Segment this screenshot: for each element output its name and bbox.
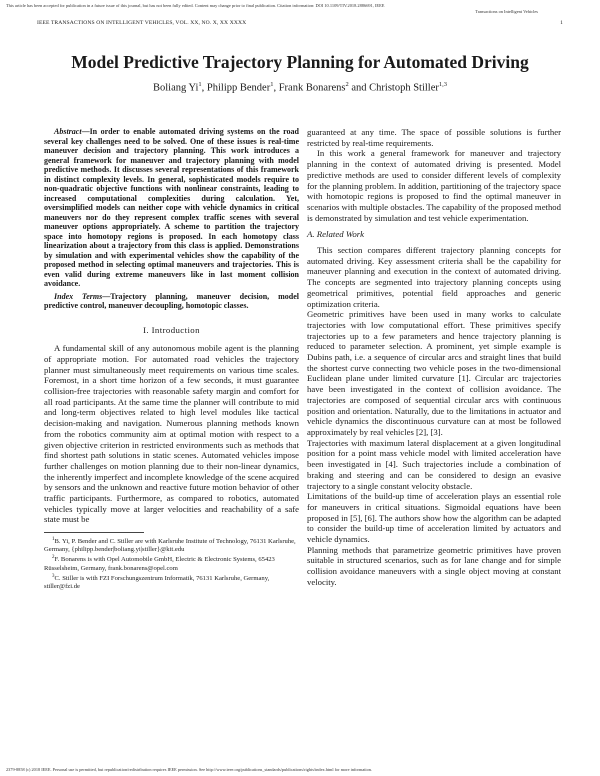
body-paragraph: Limitations of the build-up time of acceleration plays an essential role for maneuvers in critical situations. Sigmoidal equations have been proposed in [5], [6]. The authors show how the algorithm can be adapted to consider the build-up time of acceleration limited by actuators and vehicle dynamics. (307, 491, 561, 545)
abstract (44, 127, 299, 289)
body-paragraph: Geometric primitives have been used in many works to calculate trajectories with low computational effort. These primitives specify trajectories up to a few parameters and hence trajectory planning is reduced to parameter selection. A prominent, yet simple example is Dubins path, i.e. a sequence of circular arcs and straight lines that build the shortest curve connecting two vehicle poses in the two-dimensional Euclidean plane under limited curvature [1]. Circular arc trajectories have been investigated in the context of collision avoidance. The trajectories are composed of sequential circular arcs with continuous position and orientation. Naturally, due to the limitations in actuator and vehicle dynamics the discontinuous curvature can at most be followed approximately by real vehicles [2], [3]. (307, 309, 561, 437)
author-name: Frank Bonarens (278, 82, 346, 94)
author-affiliation: 2 (345, 81, 349, 88)
copyright-notice: 2379-8858 (c) 2018 IEEE. Personal use is permitted, but republication/redistribution requires IEEE permission. See http://www.ieee.org/publications_standards/publications/rights/index.html for more information. (6, 767, 372, 772)
author-name: Christoph Stiller (369, 82, 439, 94)
author-list (0, 81, 600, 94)
author-separator: , (201, 82, 207, 94)
footnote: $^3$C. Stiller is with FZI Forschungszentrum Informatik, 76131 Karlsruhe, Germany, stiller@fzi.de (44, 573, 270, 590)
publication-notice-line1: This article has been accepted for publication in a future issue of this journal, but has not been fully edited. Content may change prior to final publication. Citation information: DOI 10.1109/TIV.2018.2886691, IEEE (6, 3, 385, 8)
author-affiliation: 1 (270, 81, 274, 88)
publication-notice (6, 3, 598, 15)
author-affiliation: 1,3 (438, 81, 447, 88)
author-separator: , (273, 82, 279, 94)
page-number: 1 (560, 20, 563, 26)
author-affiliation: 1 (198, 81, 202, 88)
body-paragraph: Planning methods that parametrize geometric primitives have proven suitable in structured scenarios, such as for lane change and for simple collision avoidance maneuvers with a single object moving at constant velocity. (307, 544, 561, 587)
footnote-text: C. Stiller is with FZI Forschungszentrum Informatik, 76131 Karlsruhe, Germany, stiller@fzi.de (44, 574, 270, 590)
author-name: Philipp Bender (206, 82, 271, 94)
body-paragraph: In this work a general framework for maneuver and trajectory planning in the context of automated driving is presented. Model predictive methods are used to consider different levels of complexity for the planning problem. In addition, partitioning of the trajectory space with homotopic regions is proposed to find the optimal maneuver in scenarios with multiple obstacles. The capability of the proposed method is demonstrated by simulation and test vehicle experimentation. (307, 148, 561, 223)
author-name: Boliang Yi (153, 82, 199, 94)
body-paragraph: A fundamental skill of any autonomous mobile agent is the planning of appropriate motion. For automated road vehicles the trajectory planner must simultaneously meet requirements on various time scales. Foremost, in a short time horizon of a few seconds, it must guarantee collision-free trajectories with reasonable safety margin and comfort for all road participants. At the same time the planner will contribute to mid and long-term objectives related to high level modules like tactical decision-making and navigation. Numerous planning methods known from the robotics community aim at optimal motion with respect to a given objective criterion in restricted environments such as methods that find shortest path solutions in static scenes. Automated vehicles impose further challenges on motion planning due to their non-linear dynamics, the inherently imperfect and incomplete knowledge of the scene acquired by sensors and the unknown and reactive future motion behavior of other traffic participants. Furthermore, as compared to robotics, automated vehicles typically move at larger velocities and reachability of a safe state must be (44, 343, 299, 525)
footnote: $^1$B. Yi, P. Bender and C. Stiller are with Karlsruhe Institute of Technology, 76131 Karlsruhe, Germany, {philipp.bender|boliang.yi|stiller}@kit.edu (44, 537, 296, 554)
index-terms-text: —Trajectory planning, maneuver decision, model predictive control, maneuver decoupling, homotopic classes. (44, 291, 300, 310)
right-column (307, 127, 561, 588)
journal-name: IEEE TRANSACTIONS ON INTELLIGENT VEHICLES, VOL. XX, NO. X, XX XXXX (37, 20, 247, 26)
abstract-text: —In order to enable automated driving systems on the road several key challenges need to be solved. One of these issues is real-time maneuver decision and trajectory planning. This work introduces a general framework for maneuver and trajectory planning with model predictive methods. It discusses several representations of this framework in distinct complexity levels. In general, sophisticated models require to non-quadratic objective functions with nonlinear constraints, leading to increased computational complexities during calculation. Yet, oversimplified models can neither cope with vehicle dynamics in critical maneuvers nor do they represent complex traffic scenes with several maneuver options appropriately. A scheme to partition the trajectory space into homotopy regions is proposed. In each homotopy class linearization about a trajectory from this class is applied. Demonstrations by simulation and with experimental vehicles show the capability of the proposed method in selecting optimal maneuvers and trajectories. This is even valid during extreme maneuvers like in last moment collision avoidance. (44, 127, 299, 288)
left-column (44, 127, 299, 591)
footnote-text: F. Bonarens is with Opel Automobile GmbH, Electric & Electronic Systems, 65423 Rüsselsheim, Germany, frank.bonarens@opel.com (44, 556, 275, 572)
abstract-label: Abstract (54, 127, 82, 136)
section-heading: I. Introduction (143, 324, 200, 335)
footnote-text: B. Yi, P. Bender and C. Stiller are with Karlsruhe Institute of Technology, 76131 Karlsruhe, Germany, {philipp.bender|boliang.yi|stiller}@kit.edu (44, 538, 296, 554)
index-terms-label: Index Terms (54, 291, 103, 301)
body-paragraph: This section compares different trajectory planning concepts for automated driving. Key assessment criteria shall be the capability for maneuver planning and execution in the context of automated driving. The concepts are segmented into trajectory planning concepts using geometrical primitives, potential field approaches and generic optimization criteria. (307, 245, 561, 309)
publication-notice-line2: Transactions on Intelligent Vehicles (475, 9, 538, 14)
body-paragraph: guaranteed at any time. The space of possible solutions is further restricted by real-time requirements. (307, 127, 561, 148)
running-header (37, 20, 563, 30)
footnote-divider (44, 532, 144, 533)
index-terms (44, 292, 299, 311)
subsection-heading: A. Related Work (307, 229, 365, 240)
paper-title: Model Predictive Trajectory Planning for Automated Driving (71, 52, 529, 72)
body-paragraph: Trajectories with maximum lateral displacement at a given longitudinal position for a point mass vehicle model with limited acceleration have been investigated in [4]. Such trajectories include a combination of braking and steering and can be considered to design an evasive trajectory to a single constant velocity obstacle. (307, 437, 561, 491)
author-conjunction: and (348, 82, 370, 94)
footnote: $^2$F. Bonarens is with Opel Automobile GmbH, Electric & Electronic Systems, 65423 Rüsselsheim, Germany, frank.bonarens@opel.com (44, 555, 275, 572)
